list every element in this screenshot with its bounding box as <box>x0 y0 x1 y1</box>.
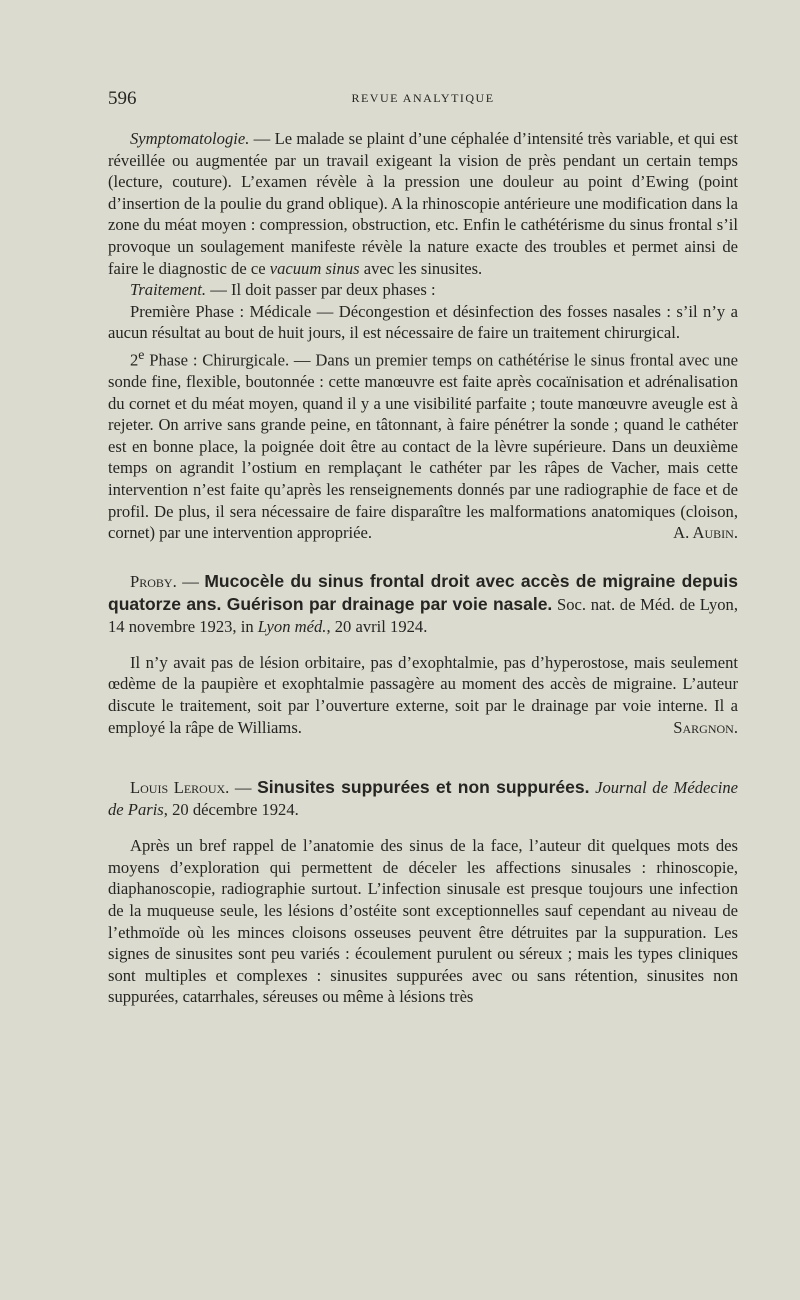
page-number: 596 <box>108 88 137 109</box>
entry-title: Mucocèle du sinus frontal droit avec accès de migraine depuis quatorze ans. Guérison par drainage par voie nasale. <box>108 570 738 614</box>
entry-author: Proby. <box>130 571 177 591</box>
entry-date: , 20 avril 1924. <box>326 616 428 636</box>
paragraph-text: avec les sinusites. <box>359 258 483 278</box>
journal-name: Lyon méd. <box>257 616 327 636</box>
paragraph-text: — Il doit passer par deux phases : <box>206 280 436 300</box>
paragraph-text: Il n’y avait pas de lésion orbitaire, pas d’exophtalmie, pas d’hyperostose, mais seulement œdème de la paupière et exophtalmie passagère au moment des accès de migraine. L’auteur discute le traitement, soit par l’ouverture externe, soit par le drainage par voie interne. Il a employé la râpe de Williams. <box>108 652 738 737</box>
separator: — <box>176 571 205 591</box>
phase-number: 2 <box>130 350 139 370</box>
paragraph-phase-two <box>108 344 738 544</box>
paragraph-text: — Le malade se plaint d’une céphalée d’intensité très variable, et qui est réveillée ou augmentée par un travail exigeant la vision de près pendant un certain temps (lecture, couture). L’examen révèle à la pression une douleur au point d’Ewing (point d’insertion de la poulie du grand oblique). A la rhinoscopie antérieure une modification dans la zone du méat moyen : compression, obstruction, etc. Enfin le cathétérisme du sinus frontal s’il provoque un soulagement manifeste révèle la nature exacte des troubles et permet ainsi de faire le diagnostic de ce <box>108 129 738 278</box>
entry-reference: Soc. nat. de Méd. de Lyon, 14 novembre 1923, in <box>108 594 738 636</box>
entry-date: , 20 décembre 1924. <box>163 800 299 820</box>
entry-title: Sinusites suppurées et non suppurées. <box>257 777 590 798</box>
entry-heading <box>108 570 738 638</box>
paragraph-traitement <box>108 279 738 301</box>
separator: — <box>229 778 258 798</box>
page-header <box>108 88 738 110</box>
entry-author: Louis Leroux. <box>130 778 230 798</box>
article-body <box>108 128 738 1008</box>
entry-text: Après un bref rappel de l’anatomie des sinus de la face, l’auteur dit quelques mots des moyens d’exploration qui permettent de déceler les affections sinusales : rhinoscopie, diaphanoscopie, radiographie surtout. L’infection sinusale est presque toujours une infection de la muqueuse seule, les lésions d’ostéite sont exceptionnelles sauf cependant au niveau de l’ethmoïde où les minces cloisons osseuses peuvent être détruites par la suppuration. Les signes de sinusites sont peu variés : écoulement purulent ou séreux ; mais les types cliniques sont multiples et complexes : sinusites suppurées avec ou sans rétention, sinusites non suppurées, catarrhales, séreuses ou même à lésions très <box>108 836 738 1007</box>
signature: Sargnon. <box>673 717 738 737</box>
paragraph-phase-one: Première Phase : Médicale — Décongestion et désinfection des fosses nasales : s’il n’y a aucun résultat au bout de huit jours, il est nécessaire de faire un traitement chirurgical. <box>108 301 738 343</box>
ordinal-suffix: e <box>138 346 145 362</box>
latin-term: vacuum sinus <box>269 258 360 278</box>
running-title: REVUE ANALYTIQUE <box>351 91 495 105</box>
paragraph-symptomatologie <box>108 128 738 279</box>
section-label: Traitement. <box>130 280 207 300</box>
entry-text <box>108 652 738 738</box>
paragraph-text: Phase : Chirurgicale. — Dans un premier temps on cathétérise le sinus frontal avec une sonde fine, flexible, boutonnée : cette manœuvre est faite après cocaïnisation et adrénalisation du cornet et du méat moyen, quand il y a une visibilité parfaite ; toute manœuvre aveugle est à rejeter. On arrive sans grande peine, en tâtonnant, à faire pénétrer la sonde ; quand le cathéter est en bonne place, la poignée doit être au contact de la lèvre supérieure. Dans un deuxième temps on agrandit l’ostium en remplaçant le cathéter par les râpes de Vacher, mais cette intervention n’est faite qu’après les renseignements donnés par une radiographie de face et de profil. De plus, il sera nécessaire de faire disparaître les malformations anatomiques (cloison, cornet) par une intervention appropriée. <box>108 350 738 543</box>
section-label: Symptomatologie. <box>130 129 250 148</box>
review-entry-proby <box>108 570 738 738</box>
journal-name: Journal de Médecine de Paris <box>108 778 738 820</box>
signature: A. Aubin. <box>673 523 738 543</box>
entry-heading <box>108 776 738 821</box>
review-entry-leroux <box>108 776 738 1008</box>
